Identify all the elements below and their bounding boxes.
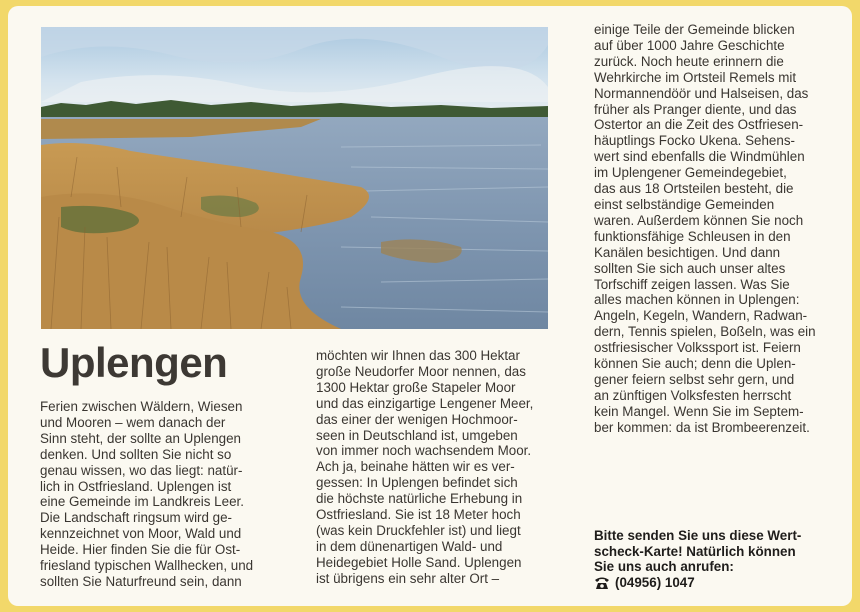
info-card (8, 6, 852, 606)
page-title: Uplengen (40, 339, 228, 386)
call-to-action: Bitte senden Sie uns diese Wert- scheck-Karte! Natürlich können Sie uns auch anrufen: (594, 528, 802, 575)
moor-lake-illustration (41, 27, 548, 329)
landscape-photo (41, 27, 548, 329)
phone-number: (04956) 1047 (615, 575, 695, 590)
text-column-3: einige Teile der Gemeinde blicken auf über 1000 Jahre Geschichte zurück. Noch heute erinnern die Wehrkirche im Ortsteil Remels mit Normannendöör und Halseisen, das früher als Pranger diente, und das Ostertor an die Zeit des Ostfriesen- häuptlings Focko Ukena. Sehens- wert sind ebenfalls die Windmühlen im Uplengener Gemeindegebiet, das aus 18 Ortsteilen besteht, die einst selbständige Gemeinden waren. Außerdem können Sie noch funktionsfähige Schleusen in den Kanälen besichtigen. Und dann sollten Sie sich auch unser altes Torfschiff zeigen lassen. Was Sie alles machen können in Uplengen: Angeln, Kegeln, Wandern, Radwan- dern, Tennis spielen, Boßeln, was ein ostfriesischer Volkssport ist. Feiern können Sie auch; denn die Uplen- gener feiern selbst sehr gern, und an zünftigen Volksfesten herrscht kein Mangel. Wenn Sie im Septem- ber kommen: da ist Brombeerenzeit. (594, 22, 816, 435)
text-column-1: Ferien zwischen Wäldern, Wiesen und Mooren – wem danach der Sinn steht, der sollte an Uplengen denken. Und sollten Sie nicht so genau wissen, wo das liegt: natür- lich in Ostfriesland. Uplengen ist eine Gemeinde im Landkreis Leer. Die Landschaft ringsum wird ge- kennzeichnet von Moor, Wald und Heide. Hier finden Sie die für Ost- friesland typischen Wallhecken, und sollten Sie Naturfreund sein, dann (40, 399, 254, 589)
text-column-2: möchten wir Ihnen das 300 Hektar große Neudorfer Moor nennen, das 1300 Hektar große Stapeler Moor und das einzigartige Lengener Meer, das einer der wenigen Hochmoor- seen in Deutschland ist, umgeben von immer noch wachsendem Moor. Ach ja, beinahe hätten wir es ver- gessen: In Uplengen befindet sich die höchste natürliche Erhebung in Ostfriesland. Sie ist 18 Meter hoch (was kein Druckfehler ist) und liegt in dem dünenartigen Wald- und Heidegebiet Holle Sand. Uplengen ist übrigens ein sehr alter Ort – (316, 348, 534, 586)
phone-contact (594, 575, 695, 591)
telephone-icon (594, 576, 610, 590)
